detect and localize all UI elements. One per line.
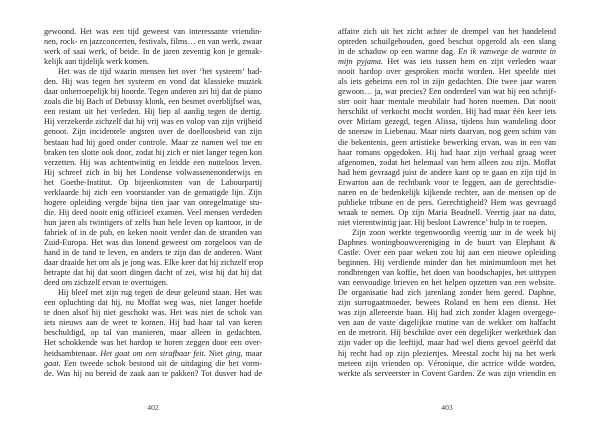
line-text: braken ten slotte ook door, zodat hij zich er niet langer tegen kon (44, 147, 262, 157)
text-line (44, 168, 262, 178)
page-number-right: 403 (441, 403, 453, 412)
text-line (338, 208, 556, 218)
line-text: ster ooit haar mentale meubilair had horen noemen. Dat nooit (338, 97, 556, 107)
line-text: daar onherroepelijk bij hoorde. Tegen anderen zei hij dat de piano (44, 87, 262, 97)
line-text: te doen alsof hij niet geschokt was. Het was niet de schok van (44, 308, 262, 318)
text-line (338, 258, 556, 268)
text-line (44, 198, 262, 208)
line-text: Hij bleef met zijn rug tegen de deur geleund staan. Het was (58, 288, 262, 298)
text-line (338, 57, 556, 67)
line-text: hun jaren als twintigers of zelfs hun hele leven op kantoor, in de (44, 217, 262, 227)
text-line (44, 77, 262, 87)
text-line (44, 37, 262, 47)
line-text: optreden schuilgehouden, goed beschut opgerold als een slang (338, 37, 556, 47)
line-text: beschuldigd, op tal van manieren, maar alleen in gedachten. (44, 328, 262, 338)
text-line (338, 117, 556, 127)
line-text: genoot. Zijn incidentele angsten over de doelloosheid van zijn (44, 127, 262, 137)
line-text: Erwarton aan de rechtbank voor te leggen, aan de gerechtsdie- (338, 177, 556, 187)
line-text: hogere opleiding vergde bijna tien jaar van onregelmatige stu- (44, 197, 262, 207)
text-line (338, 298, 556, 308)
italic-text: mijn pyjama. (338, 57, 384, 67)
text-line (44, 278, 262, 288)
text-line (338, 238, 556, 248)
text-line (338, 158, 556, 168)
text-line (338, 178, 556, 188)
text-line (44, 248, 262, 258)
line-text: iets nieuws aan de weet te komen. Hij had haar tal van keren (44, 318, 262, 328)
line-text: die. Hij deed nooit enig officieel examen. Veel mensen verdeden (44, 207, 262, 217)
text-line (338, 359, 556, 369)
right-page (338, 27, 556, 379)
line-text: Het was de tijd waarin mensen het over ‘het systeem’ had- (58, 67, 262, 77)
text-line (338, 308, 556, 318)
line-text: maar (245, 348, 262, 358)
text-line (44, 359, 262, 369)
line-text: hij recht had op zijn pleziertjes. Meestal zocht hij na het werk (338, 348, 556, 358)
text-line (44, 148, 262, 158)
line-text: kelijk aan tijdelijk werk komen. (44, 57, 150, 67)
italic-text: ging, (225, 348, 243, 358)
text-line (44, 349, 262, 359)
italic-text: gaat. (44, 358, 61, 368)
line-text: Een tweede schok bestond uit de uitdaging die het vorm- (63, 358, 262, 368)
text-line (44, 308, 262, 318)
line-text: een restant uit het verleden. Hij liep al aardig tegen de dertig. (44, 107, 262, 117)
text-line (44, 97, 262, 107)
line-text: gewoon… ja, wat precies? Een onderdeel van wat hij een schrijf- (338, 87, 556, 97)
line-text: zoals die bij Bach of Debussy klonk, een besmet overblijfsel was, (44, 97, 262, 107)
text-line (338, 349, 556, 359)
line-text: Niet (208, 348, 224, 358)
page-number-left: 402 (147, 403, 159, 412)
text-line (338, 278, 556, 288)
text-line (338, 138, 556, 148)
text-line (44, 127, 262, 137)
line-text: was zijn allereerste baan. Hij had zich zonder klagen overgege- (338, 308, 556, 318)
line-text: naren en de bedenkelijk kijkende rechter, aan de mensen op de (338, 187, 556, 197)
text-line (338, 127, 556, 137)
line-text: fabriek of in de pub, en keken nooit verder dan de stranden van (44, 227, 262, 237)
text-line (44, 138, 262, 148)
line-text: in de schaduw op een warme dag. (338, 47, 456, 57)
text-line (44, 188, 262, 198)
line-text: nen, rock- en jazzconcerten, festivals, films… en van werk, zwaar (44, 37, 262, 47)
text-line (44, 298, 262, 308)
line-text: Daphnes woningbouwvereniging in de buurt van Elephant & (338, 237, 556, 247)
line-text: Castle. Over een paar weken zou hij aan een nieuwe opleiding (338, 248, 556, 258)
line-text: Hij schreef zich in bij het Londense volwassenenonderwijs en (44, 167, 262, 177)
text-line (338, 87, 556, 97)
line-text: affaire zich uit het zicht achter de drempel van het handelend (338, 27, 556, 36)
left-page (44, 27, 262, 379)
text-line (44, 57, 262, 67)
line-text: het Goethe-Institut. Op bijeenkomsten van de Labourpartij (44, 177, 262, 187)
text-line (44, 288, 262, 298)
line-text: betrapte dat hij dat soort dingen dacht of zei, wist hij dat hij dat (44, 268, 262, 278)
text-line (44, 338, 262, 348)
line-text: zijn surrogaatmoeder, bewees Roland en hem een dienst. Het (338, 298, 556, 308)
text-line (338, 77, 556, 87)
text-line (338, 107, 556, 117)
text-line (44, 218, 262, 228)
line-text: een opluchting dat hij, nu Moffat weg was, niet langer hoefde (44, 298, 262, 308)
line-text: Zijn zoon werkte tegenwoordig veertig uur in de week bij (352, 227, 556, 237)
line-text: Zuid-Europa. Het was dus lonend geweest om zorgeloos van de (44, 237, 262, 247)
text-line (338, 97, 556, 107)
text-line (338, 198, 556, 208)
line-text: meteen zijn vrienden op. Véronique, die actrice wilde worden, (338, 358, 556, 368)
text-line (44, 268, 262, 278)
text-line (338, 318, 556, 328)
italic-text: Het gaat om een strafbaar feit. (100, 348, 206, 358)
text-line (338, 369, 556, 379)
line-text: en de metrorit. Hij beschikte over een degelijker werkethiek dan (338, 328, 556, 338)
text-line (338, 228, 556, 238)
line-text: de. Was hij nu bereid de zaak aan te pakken? Tot dusver had de (44, 368, 262, 378)
text-line (338, 37, 556, 47)
text-line (338, 67, 556, 77)
line-text: haar romans opgedoken. Hij had haar zijn verhaal graag weer (338, 147, 556, 157)
text-line (338, 148, 556, 158)
text-line (338, 27, 556, 37)
line-text: beginnen. Hij verdiende minder dan het minimumloon met het (338, 258, 556, 268)
text-line (338, 338, 556, 348)
line-text: die bekentenis, geen artistieke bewerking ervan, was in een van (338, 137, 556, 147)
text-line (338, 47, 556, 57)
line-text: als iets geheims een rol in zijn gedachten. Die twee jaar waren (338, 77, 556, 87)
line-text: werk of saai werk, of beide. In de jaren zeventig kon je gemak- (44, 47, 262, 57)
text-line (338, 328, 556, 338)
italic-text: En ik vanwege de warmte in (458, 47, 556, 57)
text-line (44, 258, 262, 268)
text-line (44, 328, 262, 338)
line-text: rondbrengen van koffie, het doen van boodschapjes, het uittypen (338, 268, 556, 278)
line-text: De organisatie had zich jarenlang zonder hem gered. Daphne, (338, 288, 556, 298)
text-line (44, 107, 262, 117)
line-text: niet vierentwintig jaar. Hij besloot Lawrence’ hulp in te roepen. (338, 217, 548, 227)
line-text: Hij verzekerde zichzelf dat hij vrij was en volop van zijn vrijheid (44, 117, 262, 127)
text-line (44, 47, 262, 57)
line-text: deed om zichzelf ervan te overtuigen. (44, 278, 168, 288)
line-text: herschikt of verkocht mocht worden. Hij had maar één keer iets (338, 107, 556, 117)
line-text: den. Hij was tegen het systeem en vond dat klassieke muziek (44, 77, 262, 87)
line-text: werkte als serveerster in Covent Garden. Ze was zijn vriendin en (338, 368, 556, 378)
text-line (44, 158, 262, 168)
line-text: wraak te nemen. Op zijn Maria Beadnell. Veertig jaar na dato, (338, 207, 556, 217)
text-line (44, 318, 262, 328)
text-line (44, 117, 262, 127)
text-line (44, 238, 262, 248)
line-text: Het was iets tussen hem en zijn verleden waar (387, 57, 556, 67)
line-text: van eenvoudige brieven en het helpen opzetten van een website. (338, 278, 556, 288)
line-text: de sneeuw in Liebenau. Maar niets daarvan, nog geen schim van (338, 127, 556, 137)
line-text: afgenomen, zodat het helemaal van hem alleen zou zijn. Moffat (338, 157, 556, 167)
text-line (44, 87, 262, 97)
line-text: verzetten. Hij was achtentwintig en leidde een nutteloos leven. (44, 157, 262, 167)
line-text: Het schokkende was het hardop te horen zeggen door een over- (44, 338, 262, 348)
text-line (44, 178, 262, 188)
line-text: nooit hardop over gesproken mocht worden. Het speelde niet (338, 67, 556, 77)
text-line (338, 188, 556, 198)
line-text: zijn vader op die leeftijd, maar had wel diens gevoel geërfd dat (338, 338, 556, 348)
line-text: hand in de tand te leven, en anders te zijn dan de anderen. Want (44, 248, 262, 258)
text-line (44, 228, 262, 238)
text-line (44, 208, 262, 218)
text-line (338, 218, 556, 228)
line-text: daar draaide het om als je jong was. Elke keer dat hij zichzelf erop (44, 258, 264, 268)
text-line (44, 67, 262, 77)
line-text: heidsambtenaar. (44, 348, 98, 358)
text-line (338, 288, 556, 298)
text-line (44, 27, 262, 37)
text-line (44, 369, 262, 379)
line-text: ven aan de vaste dagelijkse routine van de wekker om halfacht (338, 318, 556, 328)
line-text: publieke tribune en de pers. Gerechtigheid? Hem was gevraagd (338, 197, 556, 207)
text-line (338, 168, 556, 178)
line-text: had hem gevraagd juist de andere kant op te gaan en zijn tijd in (338, 167, 556, 177)
line-text: verklaarde hij zich een voorstander van de gematigde lijn. Zijn (44, 187, 262, 197)
text-line (338, 248, 556, 258)
line-text: over Miriam gezegd, tegen Alissa, tijdens hun wandeling door (338, 117, 556, 127)
line-text: gewoond. Het was een tijd geweest van interessante vriendin- (44, 27, 262, 36)
line-text: bestaan had hij goed onder controle. Maar ze namen wel toe en (44, 137, 262, 147)
text-line (338, 268, 556, 278)
